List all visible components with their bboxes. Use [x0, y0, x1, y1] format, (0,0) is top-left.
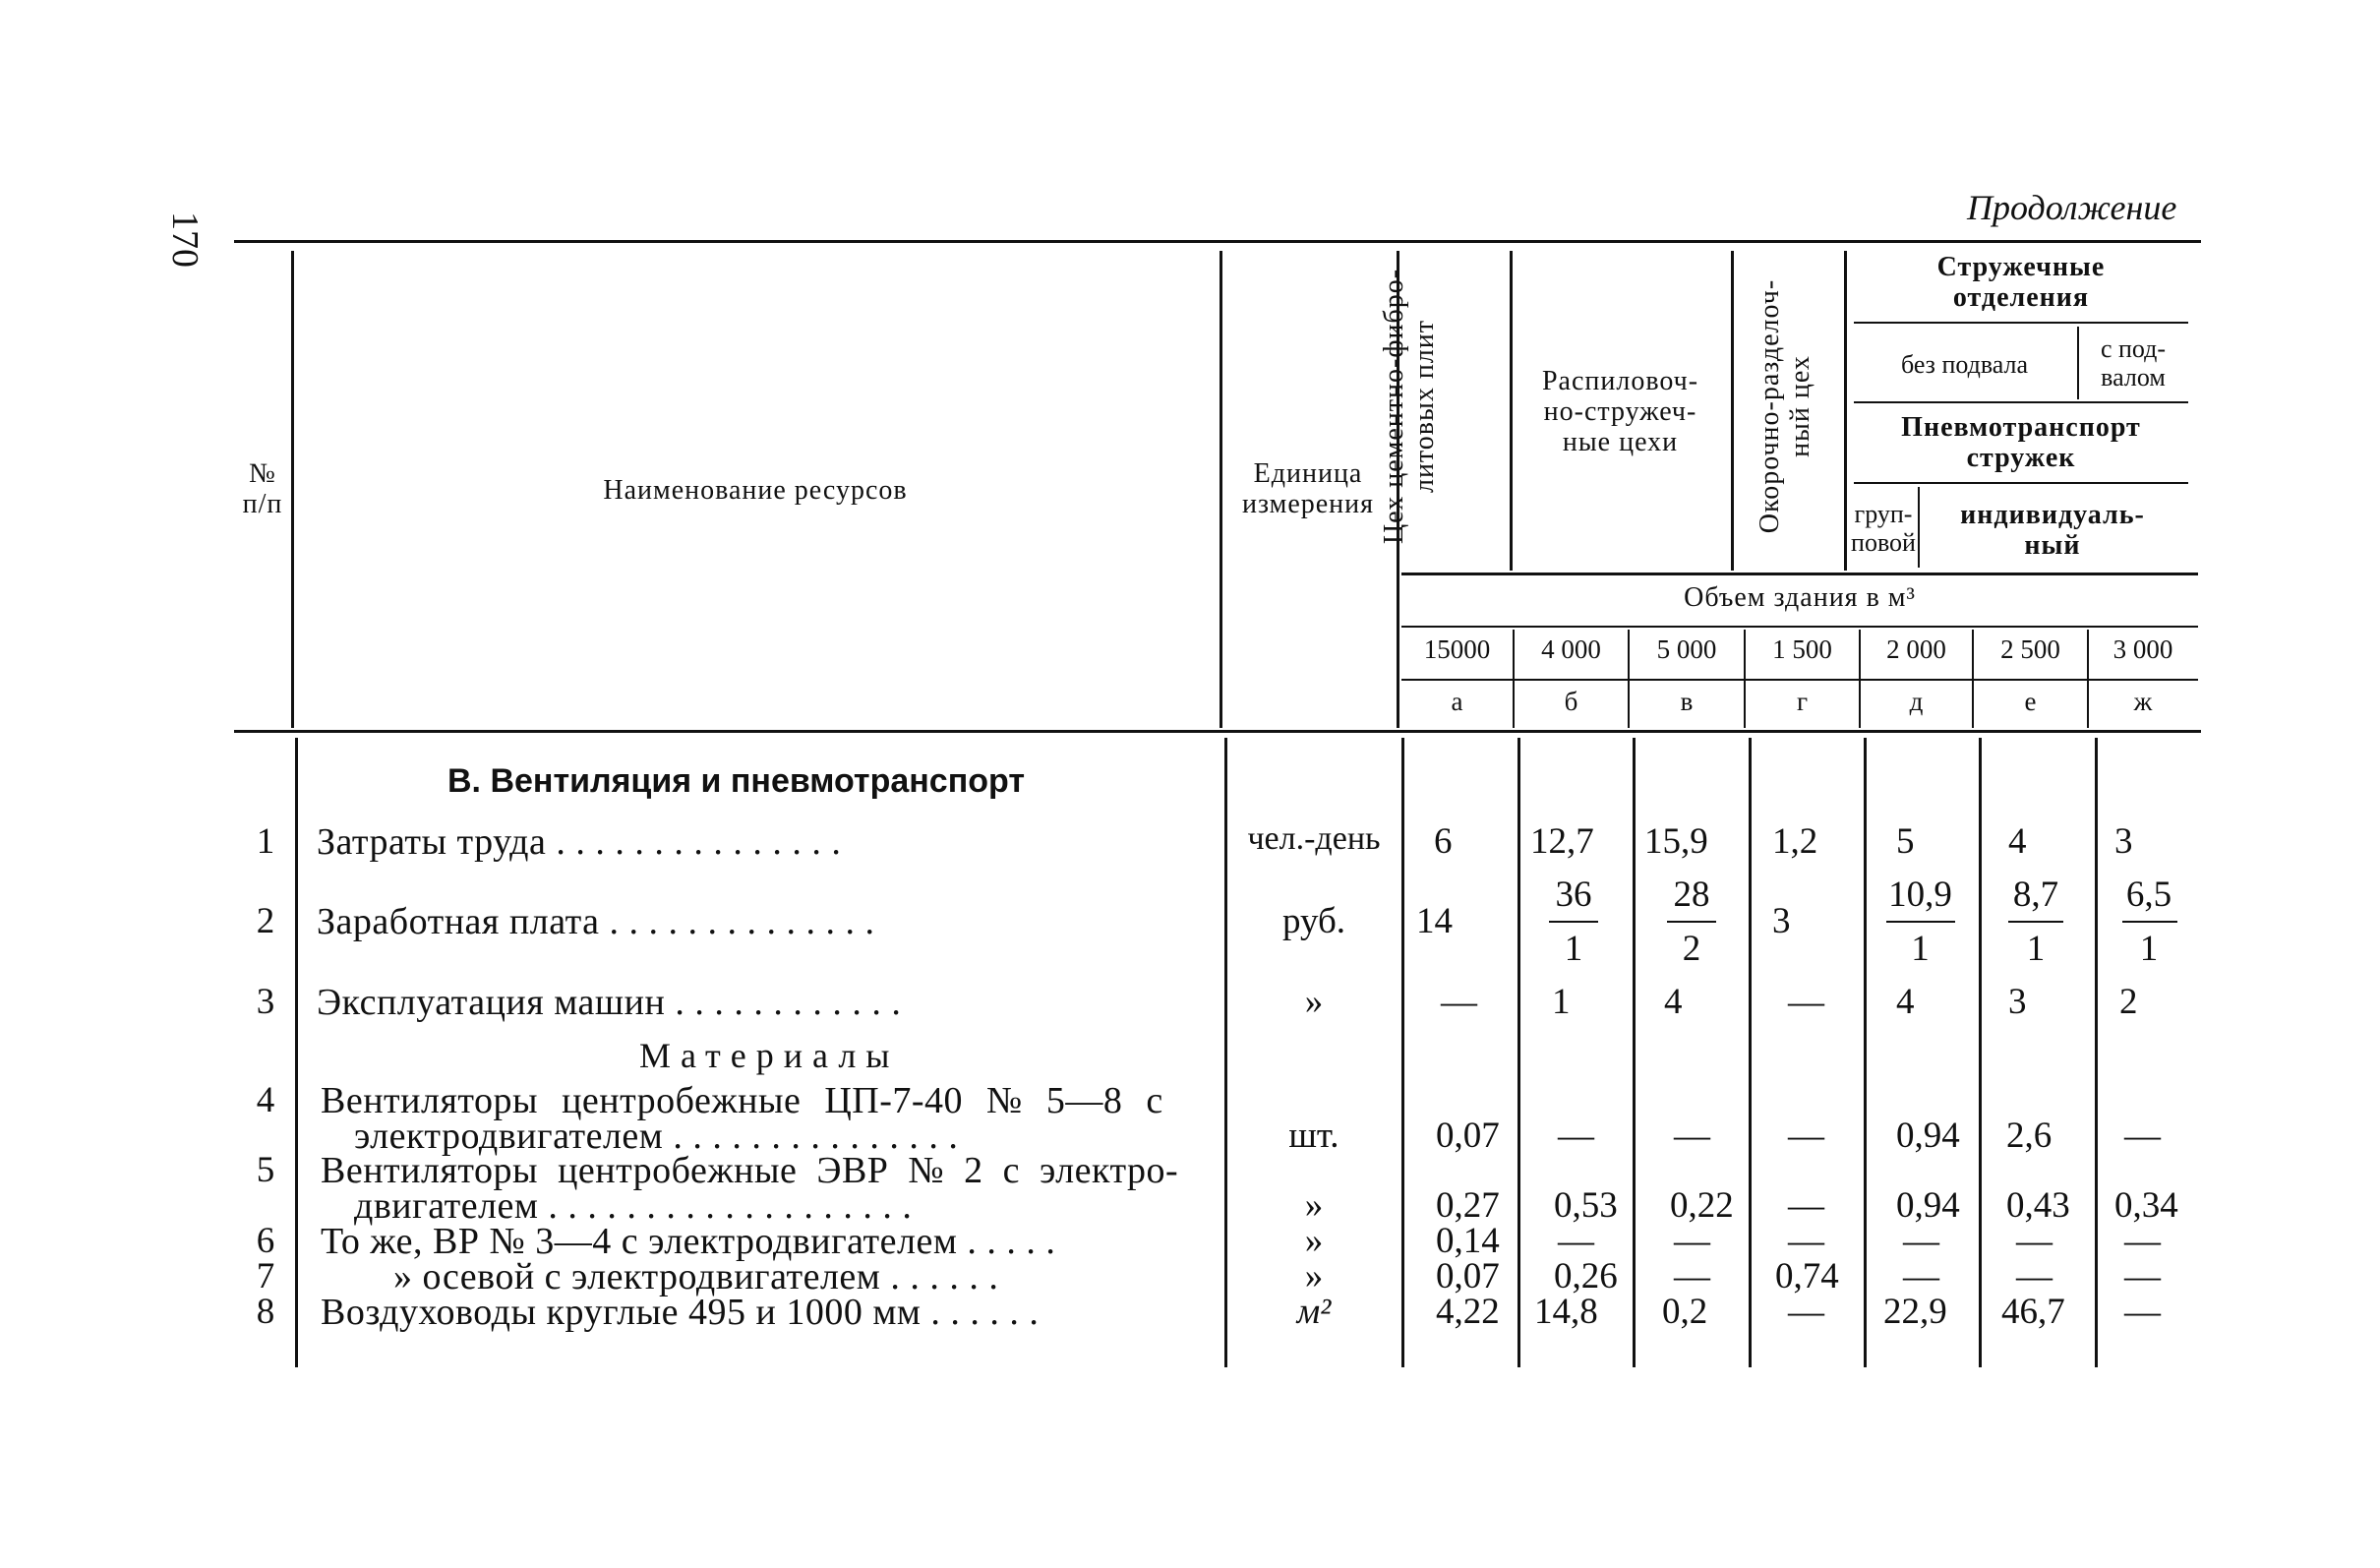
rule-volume-bottom [1401, 626, 2198, 628]
header-bottom-rule [234, 730, 2201, 733]
cell-e-top: 8,7 [2012, 874, 2059, 915]
header-unit: Единица измерения [1241, 458, 1375, 519]
cell-e: — [2016, 1256, 2053, 1297]
cell-zh: — [2124, 1292, 2161, 1332]
row-number: 5 [256, 1150, 275, 1190]
cell-zh: 2 [2119, 982, 2138, 1022]
row-number: 7 [256, 1256, 275, 1297]
cell-v: 15,9 [1644, 821, 1708, 862]
cell-d: 4 [1896, 982, 1915, 1022]
cell-e: 46,7 [2001, 1292, 2065, 1332]
row-unit: » [1304, 982, 1324, 1022]
cell-g: — [1788, 1292, 1824, 1332]
cell-v: 4 [1664, 982, 1683, 1022]
cell-d: 0,94 [1896, 1185, 1960, 1226]
cell-g: — [1788, 982, 1824, 1022]
cell-g: 0,74 [1775, 1256, 1839, 1297]
cell-b: 12,7 [1530, 821, 1594, 862]
letter-b: б [1564, 687, 1578, 716]
body-divider [1401, 738, 1404, 1367]
cell-d: — [1903, 1221, 1939, 1261]
cell-zh: — [2124, 1256, 2161, 1297]
row-name-line1: Вентиляторы центробежные ЦП-7-40 № 5—8 с [321, 1080, 1163, 1121]
fraction-bar [1667, 921, 1716, 923]
cell-g: — [1788, 1116, 1824, 1156]
cell-a: 0,14 [1436, 1221, 1500, 1261]
cell-b-bottom: 1 [1564, 929, 1583, 969]
letter-g: г [1796, 687, 1809, 716]
header-col-g: Окорочно-разделоч- ный цех [1755, 278, 1815, 534]
cell-b: — [1558, 1221, 1594, 1261]
body-divider [1864, 738, 1867, 1367]
cell-v: — [1674, 1256, 1710, 1297]
body-divider [1979, 738, 1982, 1367]
body-divider [2095, 738, 2098, 1367]
cell-b: 0,53 [1554, 1185, 1618, 1226]
cell-d: 0,94 [1896, 1116, 1960, 1156]
cell-a: 0,07 [1436, 1116, 1500, 1156]
section-title: В. Вентиляция и пневмотранспорт [447, 762, 1025, 800]
cell-b: 14,8 [1534, 1292, 1598, 1332]
letter-a: а [1451, 687, 1463, 716]
row-unit: шт. [1288, 1116, 1339, 1156]
body-divider [1517, 738, 1520, 1367]
continuation-label: Продолжение [1967, 188, 2177, 227]
header-shavings: Стружечные отделения [1936, 252, 2106, 313]
row-name: Эксплуатация машин . . . . . . . . . . . . [317, 982, 902, 1023]
cell-a: 14 [1416, 901, 1453, 941]
cell-e: 2,6 [2006, 1116, 2053, 1156]
cell-g: — [1788, 1185, 1824, 1226]
volume-d: 2 000 [1886, 634, 1946, 664]
table-top-rule [234, 240, 2201, 243]
cell-v: 0,22 [1670, 1185, 1734, 1226]
cell-zh: 3 [2114, 821, 2133, 862]
header-no-basement: без подвала [1900, 350, 2029, 379]
row-name: Затраты труда . . . . . . . . . . . . . . . [317, 821, 842, 863]
row-number: 1 [256, 821, 275, 862]
header-col-bv: Распиловоч- но-стружеч- ные цехи [1541, 366, 1699, 457]
row-name: Заработная плата . . . . . . . . . . . . . . [317, 901, 875, 942]
row-unit: м² [1296, 1292, 1332, 1332]
row-number: 2 [256, 901, 275, 941]
cell-zh: 0,34 [2114, 1185, 2178, 1226]
letter-e: е [2024, 687, 2037, 716]
header-col-a: Цех цементно-фибро- литовых плит [1379, 268, 1440, 545]
cell-b-top: 36 [1555, 874, 1592, 915]
cell-e-bottom: 1 [2026, 929, 2046, 969]
volume-a: 15000 [1423, 634, 1491, 664]
rule-shavings [1854, 322, 2188, 324]
cell-a: — [1441, 982, 1477, 1022]
body-divider [1633, 738, 1636, 1367]
cell-a: 4,22 [1436, 1292, 1500, 1332]
row-name-line2: электродвигателем . . . . . . . . . . . . . . . [354, 1116, 959, 1157]
volume-g: 1 500 [1772, 634, 1832, 664]
cell-e: 4 [2008, 821, 2027, 862]
cell-a: 6 [1434, 821, 1453, 862]
cell-zh: — [2124, 1116, 2161, 1156]
row-number: 8 [256, 1292, 275, 1332]
volume-v: 5 000 [1656, 634, 1717, 664]
fraction-bar [1886, 921, 1955, 923]
row-number: 6 [256, 1221, 275, 1261]
body-divider [295, 738, 298, 1367]
row-number: 3 [256, 982, 275, 1022]
row-unit: » [1304, 1256, 1324, 1297]
header-pneumo: Пневмотранспорт стружек [1901, 412, 2141, 473]
page-number: 170 [164, 211, 206, 268]
row-name: » осевой с электродвигателем . . . . . . [393, 1256, 999, 1297]
row-number: 4 [256, 1080, 275, 1120]
body-divider [1749, 738, 1752, 1367]
header-group: груп- повой [1851, 500, 1916, 557]
cell-b: — [1558, 1116, 1594, 1156]
header-individual: индивидуаль- ный [1960, 500, 2145, 561]
cell-v: — [1674, 1116, 1710, 1156]
cell-zh-top: 6,5 [2125, 874, 2172, 915]
volume-e: 2 500 [2000, 634, 2060, 664]
row-name: То же, ВР № 3—4 с электродвигателем . . . . . [321, 1221, 1056, 1262]
row-unit: чел.-день [1247, 820, 1381, 857]
row-name-line2: двигателем . . . . . . . . . . . . . . . . . . . [354, 1185, 913, 1227]
cell-a: 0,07 [1436, 1256, 1500, 1297]
header-name: Наименование ресурсов [603, 475, 908, 506]
cell-v: — [1674, 1221, 1710, 1261]
rule-basement [1854, 401, 2188, 403]
cell-e: — [2016, 1221, 2053, 1261]
row-unit: руб. [1281, 901, 1346, 941]
cell-d-bottom: 1 [1911, 929, 1930, 969]
col-divider [1844, 251, 1847, 571]
rule-pneumo [1854, 482, 2188, 484]
header-num: № п/п [242, 458, 283, 519]
cell-b: 0,26 [1554, 1256, 1618, 1297]
fraction-bar [2122, 921, 2177, 923]
cell-e: 0,43 [2006, 1185, 2070, 1226]
cell-d-top: 10,9 [1888, 874, 1952, 915]
row-name: Воздуховоды круглые 495 и 1000 мм . . . . . . [321, 1292, 1040, 1333]
cell-g: 3 [1772, 901, 1791, 941]
cell-d: 22,9 [1883, 1292, 1947, 1332]
row-name-line1: Вентиляторы центробежные ЭВР № 2 с электро- [321, 1150, 1179, 1191]
letter-v: в [1680, 687, 1694, 716]
cell-g: 1,2 [1772, 821, 1818, 862]
rule-volume-top [1401, 573, 2198, 575]
cell-v-top: 28 [1673, 874, 1710, 915]
materials-title: Материалы [639, 1036, 900, 1075]
cell-g: — [1788, 1221, 1824, 1261]
cell-b: 1 [1552, 982, 1571, 1022]
header-volume: Объем здания в м³ [1684, 582, 1916, 613]
letter-d: д [1909, 687, 1924, 716]
header-with-basement: с под- валом [2100, 334, 2167, 392]
cell-d: 5 [1896, 821, 1915, 862]
fraction-bar [1549, 921, 1598, 923]
cell-e: 3 [2008, 982, 2027, 1022]
cell-v: 0,2 [1662, 1292, 1708, 1332]
volume-b: 4 000 [1541, 634, 1601, 664]
col-divider [1731, 251, 1734, 571]
cell-v-bottom: 2 [1682, 929, 1701, 969]
cell-zh: — [2124, 1221, 2161, 1261]
row-unit: » [1304, 1185, 1324, 1226]
rule-letters [1401, 679, 2198, 681]
fraction-bar [2008, 921, 2063, 923]
row-unit: » [1304, 1221, 1324, 1261]
letter-zh: ж [2133, 687, 2153, 716]
cell-d: — [1903, 1256, 1939, 1297]
volume-zh: 3 000 [2112, 634, 2173, 664]
cell-zh-bottom: 1 [2139, 929, 2159, 969]
cell-a: 0,27 [1436, 1185, 1500, 1226]
